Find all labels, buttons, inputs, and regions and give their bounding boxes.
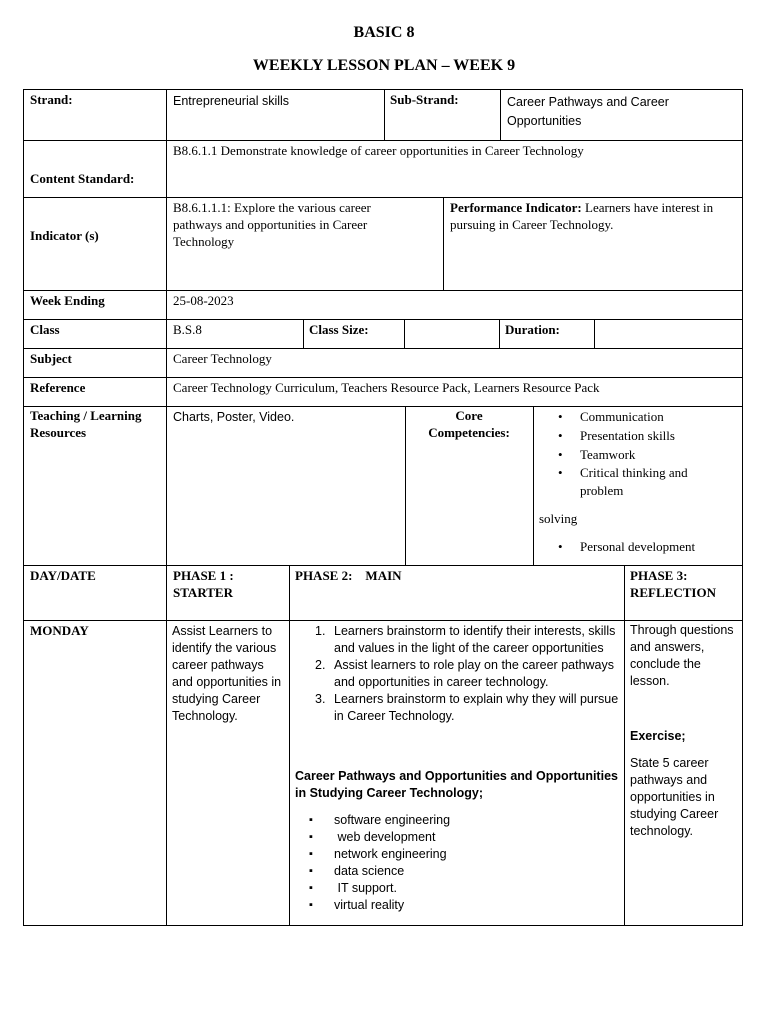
phase1-label: PHASE 1 : STARTER xyxy=(173,568,234,600)
class-size-label: Class Size: xyxy=(309,322,369,337)
list-item: ▪ IT support. xyxy=(289,880,619,897)
strand-row xyxy=(23,89,743,141)
solving-text: solving xyxy=(539,511,578,526)
reference-label: Reference xyxy=(30,380,86,395)
resources-label: Teaching / Learning Resources xyxy=(30,408,142,440)
strand-value: Entrepreneurial skills xyxy=(173,94,290,108)
competencies-list xyxy=(554,407,734,500)
strand-label: Strand: xyxy=(30,92,73,107)
main-steps-list xyxy=(289,623,619,725)
phase2-label: PHASE 2: MAIN xyxy=(295,568,402,583)
list-item: ▪ web development xyxy=(289,829,619,846)
phase3-label: PHASE 3: REFLECTION xyxy=(630,568,716,600)
content-standard-row xyxy=(23,140,743,198)
exercise-text: State 5 career pathways and opportunities in studying Career technology. xyxy=(630,756,719,838)
monday-row xyxy=(23,620,743,926)
resources-row xyxy=(23,406,743,566)
sub-strand-label: Sub-Strand: xyxy=(390,92,459,107)
class-row xyxy=(23,319,743,349)
page-subtitle: WEEKLY LESSON PLAN – WEEK 9 xyxy=(252,57,516,74)
list-item: 3. Learners brainstorm to explain why they will pursue in Career Technology. xyxy=(315,692,619,723)
list-item: • Teamwork xyxy=(554,445,734,464)
page-title: BASIC 8 xyxy=(353,24,415,41)
monday-label: MONDAY xyxy=(30,623,89,638)
subject-value: Career Technology xyxy=(173,351,272,366)
day-date-label: DAY/DATE xyxy=(30,568,96,583)
performance-indicator-label: Performance Indicator: xyxy=(450,200,582,215)
main-items-list xyxy=(289,812,619,914)
list-item: ▪ data science xyxy=(289,863,619,880)
list-item: • Communication xyxy=(554,407,734,426)
list-item: ▪ network engineering xyxy=(289,846,619,863)
week-ending-row xyxy=(23,290,743,320)
indicator-value: B8.6.1.1.1: Explore the various career pathways and opportunities in Career Technology xyxy=(173,200,371,249)
list-item: ▪ virtual reality xyxy=(289,897,619,914)
subject-row xyxy=(23,348,743,378)
reference-value: Career Technology Curriculum, Teachers Resource Pack, Learners Resource Pack xyxy=(173,380,600,395)
performance-indicator-value: Learners have interest in pursuing in Career Technology. xyxy=(450,200,714,232)
main-heading: Career Pathways and Opportunities and Opportunities in Studying Career Technology; xyxy=(295,769,618,800)
class-label: Class xyxy=(30,322,60,337)
list-item: 2. Assist learners to role play on the career pathways and opportunities in career technology. xyxy=(315,658,614,689)
subject-label: Subject xyxy=(30,351,72,366)
duration-label: Duration: xyxy=(505,322,560,337)
class-value: B.S.8 xyxy=(173,322,202,337)
reference-row xyxy=(23,377,743,407)
content-standard-value: B8.6.1.1 Demonstrate knowledge of career opportunities in Career Technology xyxy=(173,143,584,158)
monday-reflection: Through questions and answers, conclude the lesson. xyxy=(630,623,734,688)
list-item: • Personal development xyxy=(554,538,734,555)
week-ending-value: 25-08-2023 xyxy=(173,293,234,308)
core-competencies-label: Core Competencies: xyxy=(428,408,510,440)
sub-strand-value: Career Pathways and Career Opportunities xyxy=(507,95,669,128)
list-item: ▪ software engineering xyxy=(289,812,619,829)
resources-value: Charts, Poster, Video. xyxy=(173,410,295,424)
list-item: • Critical thinking and problem xyxy=(554,464,734,500)
phases-header-row xyxy=(23,565,743,621)
list-item: 1. Learners brainstorm to identify their interests, skills and values in the light of the career opportunities xyxy=(315,624,616,655)
list-item: • Presentation skills xyxy=(554,426,734,445)
week-ending-label: Week Ending xyxy=(30,293,105,308)
performance-indicator xyxy=(450,199,740,233)
indicator-row xyxy=(23,197,743,291)
competencies-extra-list xyxy=(554,538,734,555)
exercise-label: Exercise; xyxy=(630,729,686,743)
indicator-label: Indicator (s) xyxy=(30,228,99,243)
monday-starter: Assist Learners to identify the various career pathways and opportunities in studying Career Technology. xyxy=(172,624,282,723)
content-standard-label: Content Standard: xyxy=(30,171,135,186)
